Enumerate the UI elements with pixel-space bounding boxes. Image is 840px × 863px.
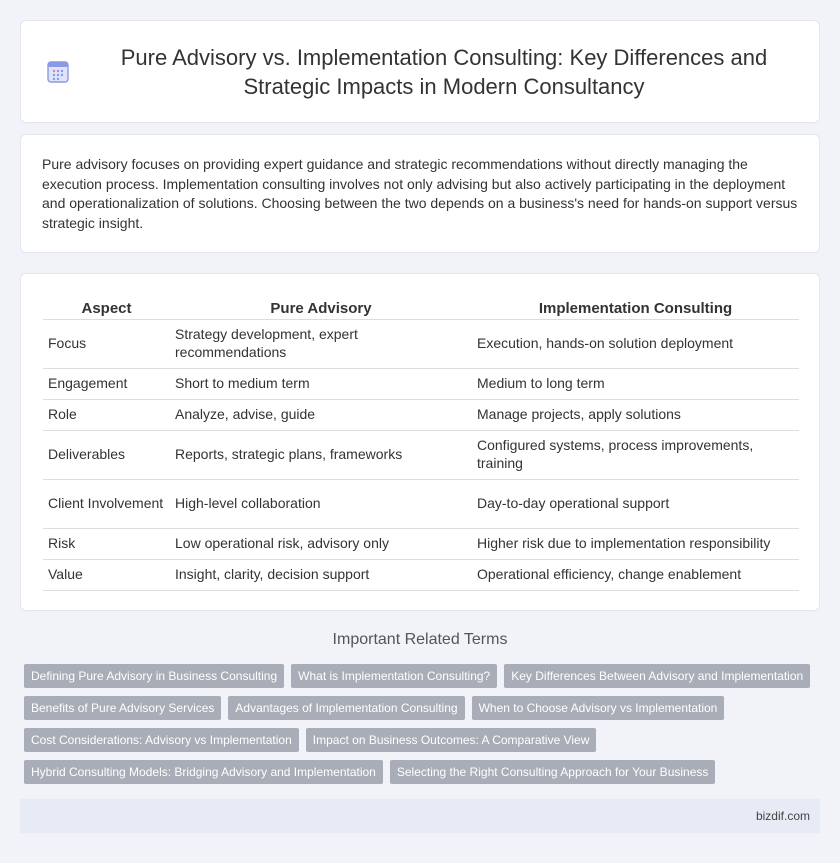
table-header-row: [43, 294, 799, 319]
implementation-cell: Manage projects, apply solutions: [472, 399, 799, 430]
aspect-cell: Risk: [43, 528, 170, 559]
related-term-tag[interactable]: When to Choose Advisory vs Implementation: [472, 696, 725, 720]
pure-advisory-cell: Reports, strategic plans, frameworks: [170, 430, 472, 479]
related-term-tag[interactable]: Impact on Business Outcomes: A Comparative View: [306, 728, 597, 752]
related-term-tag[interactable]: Selecting the Right Consulting Approach for Your Business: [390, 760, 716, 784]
implementation-cell: Execution, hands-on solution deployment: [472, 319, 799, 368]
comparison-card: [20, 273, 820, 611]
implementation-cell: Medium to long term: [472, 368, 799, 399]
table-row: [43, 479, 799, 528]
pure-advisory-cell: High-level collaboration: [170, 479, 472, 528]
page-title: Pure Advisory vs. Implementation Consulting: Key Differences and Strategic Impacts in Modern Consultancy: [120, 44, 768, 99]
related-term-tag[interactable]: Cost Considerations: Advisory vs Implementation: [24, 728, 299, 752]
table-row: [43, 528, 799, 559]
related-term-tag[interactable]: Hybrid Consulting Models: Bridging Advisory and Implementation: [24, 760, 383, 784]
aspect-cell: Value: [43, 559, 170, 590]
implementation-cell: Configured systems, process improvements, training: [472, 430, 799, 479]
aspect-cell: Engagement: [43, 368, 170, 399]
pure-advisory-cell: Analyze, advise, guide: [170, 399, 472, 430]
implementation-cell: Higher risk due to implementation responsibility: [472, 528, 799, 559]
comparison-table: [43, 294, 799, 591]
header-implementation-consulting: Implementation Consulting: [472, 294, 799, 319]
aspect-cell: Client Involvement: [43, 479, 170, 528]
pure-advisory-cell: Insight, clarity, decision support: [170, 559, 472, 590]
pure-advisory-cell: Strategy development, expert recommendations: [170, 319, 472, 368]
calendar-icon: [45, 59, 71, 85]
aspect-cell: Deliverables: [43, 430, 170, 479]
pure-advisory-cell: Low operational risk, advisory only: [170, 528, 472, 559]
intro-card: [20, 134, 820, 253]
aspect-cell: Role: [43, 399, 170, 430]
related-term-tag[interactable]: Defining Pure Advisory in Business Consulting: [24, 664, 284, 688]
header-aspect: Aspect: [43, 294, 170, 319]
related-term-tag[interactable]: Key Differences Between Advisory and Implementation: [504, 664, 810, 688]
header-pure-advisory: Pure Advisory: [170, 294, 472, 319]
footer: [20, 799, 820, 833]
related-terms-list: [24, 664, 824, 792]
table-row: [43, 399, 799, 430]
pure-advisory-cell: Short to medium term: [170, 368, 472, 399]
footer-brand[interactable]: bizdif.com: [755, 809, 810, 823]
implementation-cell: Operational efficiency, change enablement: [472, 559, 799, 590]
related-term-tag[interactable]: What is Implementation Consulting?: [291, 664, 497, 688]
table-row: [43, 430, 799, 479]
related-term-tag[interactable]: Advantages of Implementation Consulting: [228, 696, 464, 720]
title-card: [20, 20, 820, 123]
table-row: [43, 368, 799, 399]
aspect-cell: Focus: [43, 319, 170, 368]
table-row: [43, 559, 799, 590]
implementation-cell: Day-to-day operational support: [472, 479, 799, 528]
intro-paragraph: Pure advisory focuses on providing expert guidance and strategic recommendations without directly managing the execution process. Implementation consulting involves not only advising but also actively participating in the deployment and operationalization of solutions. Choosing between the two depends on a business's need for hands-on support versus strategic insight.: [42, 156, 798, 231]
table-row: [43, 319, 799, 368]
related-term-tag[interactable]: Benefits of Pure Advisory Services: [24, 696, 221, 720]
related-terms-heading: Important Related Terms: [332, 631, 508, 648]
